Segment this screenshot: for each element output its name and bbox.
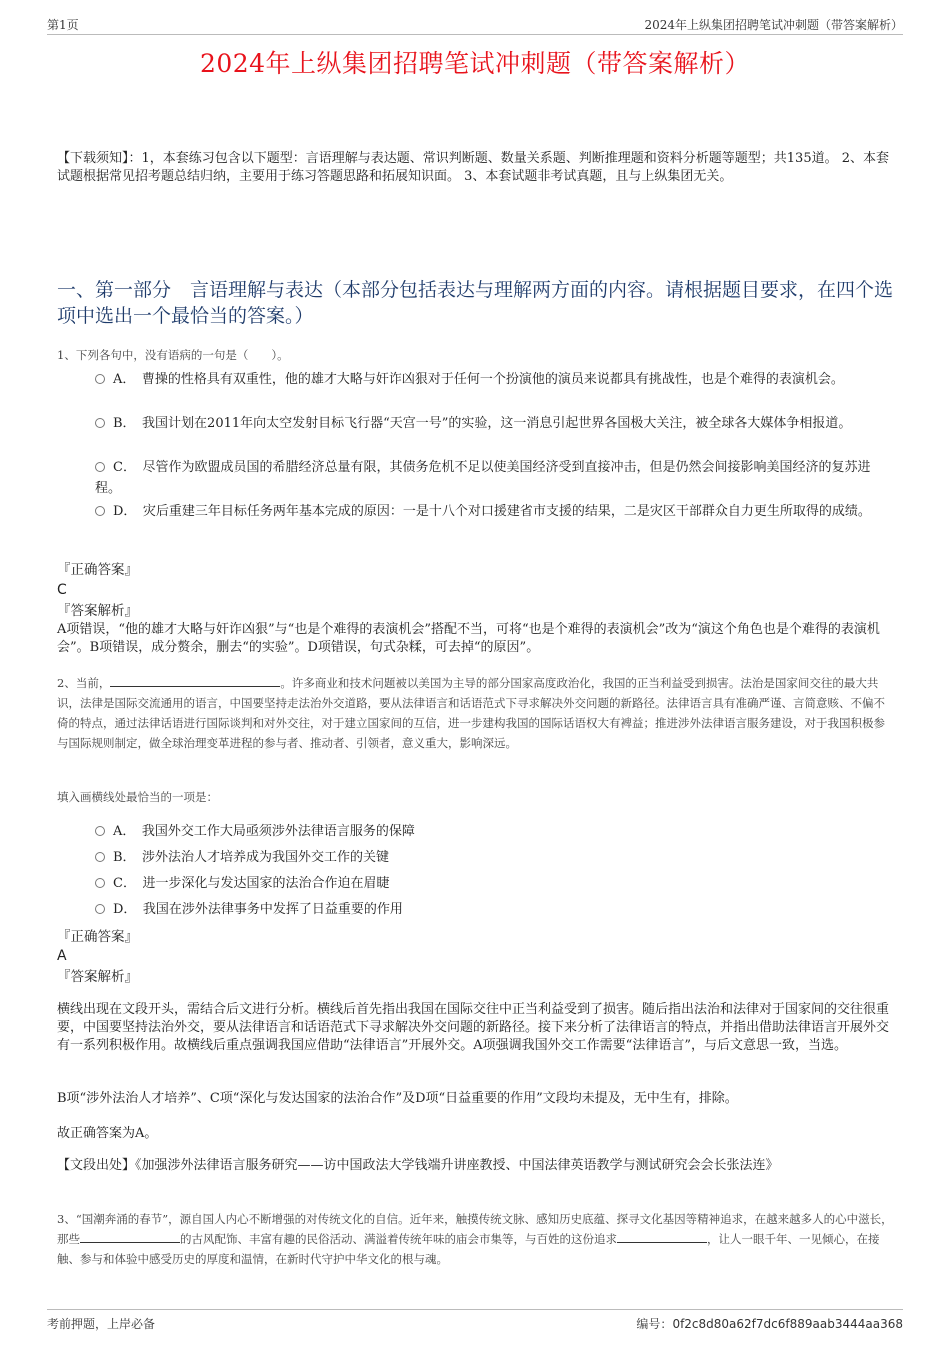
radio-icon[interactable] <box>95 462 105 472</box>
section-heading: 一、第一部分 言语理解与表达（本部分包括表达与理解两方面的内容。请根据题目要求，在四个选项中选出一个最恰当的答案。） <box>57 279 894 327</box>
q3-part2: 的古风配饰、丰富有趣的民俗活动、满溢着传统年味的庙会市集等，与百姓的这份追求 <box>180 1232 617 1246</box>
page-title: 2024年上纵集团招聘笔试冲刺题（带答案解析） <box>199 49 751 78</box>
radio-icon[interactable] <box>95 878 105 888</box>
radio-icon[interactable] <box>95 852 105 862</box>
radio-icon[interactable] <box>95 826 105 836</box>
footer-code <box>636 1315 903 1332</box>
option-text: A． 曹操的性格具有双重性，他的雄才大略与奸诈凶狠对于任何一个扮演他的演员来说都具有挑战性，也是个难得的表演机会。 <box>113 372 844 387</box>
q1-analysis: A项错误，“他的雄才大略与奸诈凶狠”与“也是个难得的表演机会”搭配不当，可将“也是个难得的表演机会”改为“演这个角色也是个难得的表演机会”。B项错误，成分赘余，删去“的实验”。D项错误，句式杂糅，可去掉“的原因”。 <box>57 622 880 655</box>
q2-analysis-1: 横线出现在文段开头，需结合后文进行分析。横线后首先指出我国在国际交往中正当利益受到了损害。随后指出法治和法律对于国家间的交往很重要，中国要坚持法治外交，要从法律语言和话语范式下寻求解决外交问题的新路径。接下来分析了法律语言的特点，并指出借助法律语言开展外交有一系列积极作用。故横线后重点强调我国应借助“法律语言”开展外交。A项强调我国外交工作需要“法律语言”，与后文意思一致，当选。 <box>57 1002 890 1053</box>
q3-part3: ，让人一眼千年、一见倾心，在接触、参与和体验中感受历史的厚度和温情，在新时代守护中华文化的根与魂。 <box>57 1232 880 1266</box>
q1-answer-label: 『正确答案』 <box>57 562 138 578</box>
footer-code-value: 0f2c8d80a62f7dc6f889aab3444aa368 <box>672 1317 903 1331</box>
option-text: D． 我国在涉外法律事务中发挥了日益重要的作用 <box>113 902 403 917</box>
footer-slogan: 考前押题，上岸必备 <box>47 1317 156 1331</box>
header-doc-title: 2024年上纵集团招聘笔试冲刺题（带答案解析） <box>644 18 903 32</box>
q1-answer: C <box>57 582 67 598</box>
q1-option-c[interactable] <box>95 457 890 499</box>
page-number: 第1页 <box>47 18 79 32</box>
q1-stem: 1、下列各句中，没有语病的一句是（ ）。 <box>57 348 289 362</box>
q2-prefix: 2、当前， <box>57 676 111 690</box>
radio-icon[interactable] <box>95 374 105 384</box>
q2-answer: A <box>57 948 67 964</box>
option-text: C． 进一步深化与发达国家的法治合作迫在眉睫 <box>113 876 390 891</box>
page-footer <box>47 1309 903 1334</box>
q2-option-b[interactable] <box>95 847 890 868</box>
option-text: D． 灾后重建三年目标任务两年基本完成的原因：一是十八个对口援建省市支援的结果，二是灾区干部群众自力更生所取得的成绩。 <box>113 504 871 519</box>
q3-blank-2 <box>617 1230 707 1243</box>
q3-stem <box>57 1209 895 1269</box>
option-text: B． 涉外法治人才培养成为我国外交工作的关键 <box>113 850 390 865</box>
radio-icon[interactable] <box>95 418 105 428</box>
q3-part1: 3、“国潮奔涌的春节”，源自国人内心不断增强的对传统文化的自信。近年来，触摸传统文脉、感知历史底蕴、探寻文化基因等精神追求，在越来越多人的心中滋长，那些 <box>57 1212 893 1246</box>
q2-fill-prompt: 填入画横线处最恰当的一项是： <box>57 790 218 804</box>
q2-analysis-label: 『答案解析』 <box>57 969 138 985</box>
q2-analysis-3: 故正确答案为A。 <box>57 1126 158 1141</box>
q2-stem <box>57 673 895 753</box>
q2-option-a[interactable] <box>95 821 890 842</box>
q1-option-b[interactable] <box>95 413 890 434</box>
q2-text: 。许多商业和技术问题被以美国为主导的部分国家高度政治化，我国的正当利益受到损害。法治是国家间交往的最大共识，法律是国际交流通用的语言，中国要坚持走法治外交道路，要从法律语言和话语范式下寻求解决外交问题的新路径。法律语言具有准确严谨、言简意赅、不偏不倚的特点，通过法律话语进行国际谈判和对外交往，对于建立国家间的互信，进一步建构我国的国际话语权大有裨益；推进涉外法律语言服务建设，对于我国积极参与国际规则制定，做全球治理变革进程的参与者、推动者、引领者，意义重大，影响深远。 <box>57 676 885 750</box>
page-header <box>47 14 903 35</box>
download-notice: 【下载须知】：1，本套练习包含以下题型：言语理解与表达题、常识判断题、数量关系题、判断推理题和资料分析题等题型；共135道。 2、本套试题根据常见招考题总结归纳，主要用于练习答题思路和拓展知识面。 3、本套试题非考试真题，且与上纵集团无关。 <box>57 151 889 184</box>
option-text: B． 我国计划在2011年向太空发射目标飞行器“天宫一号”的实验，这一消息引起世界各国极大关注，被全球各大媒体争相报道。 <box>113 416 852 431</box>
option-text: C． 尽管作为欧盟成员国的希腊经济总量有限，其债务危机不足以使美国经济受到直接冲击，但是仍然会间接影响美国经济的复苏进程。 <box>95 460 871 496</box>
q2-option-d[interactable] <box>95 899 890 920</box>
q1-option-d[interactable] <box>95 501 890 522</box>
q2-answer-label: 『正确答案』 <box>57 929 138 945</box>
radio-icon[interactable] <box>95 506 105 516</box>
q3-blank-1 <box>80 1230 180 1243</box>
q2-analysis-2: B项“涉外法治人才培养”、C项“深化与发达国家的法治合作”及D项“日益重要的作用”文段均未提及，无中生有，排除。 <box>57 1091 738 1106</box>
q2-source: 【文段出处】《加强涉外法律语言服务研究——访中国政法大学钱端升讲座教授、中国法律英语教学与测试研究会会长张法连》 <box>57 1158 779 1173</box>
q1-analysis-label: 『答案解析』 <box>57 603 138 619</box>
footer-code-label: 编号： <box>636 1317 673 1331</box>
q1-option-a[interactable] <box>95 369 890 390</box>
q2-blank <box>110 674 280 687</box>
option-text: A． 我国外交工作大局亟须涉外法律语言服务的保障 <box>113 824 415 839</box>
radio-icon[interactable] <box>95 904 105 914</box>
q2-option-c[interactable] <box>95 873 890 894</box>
